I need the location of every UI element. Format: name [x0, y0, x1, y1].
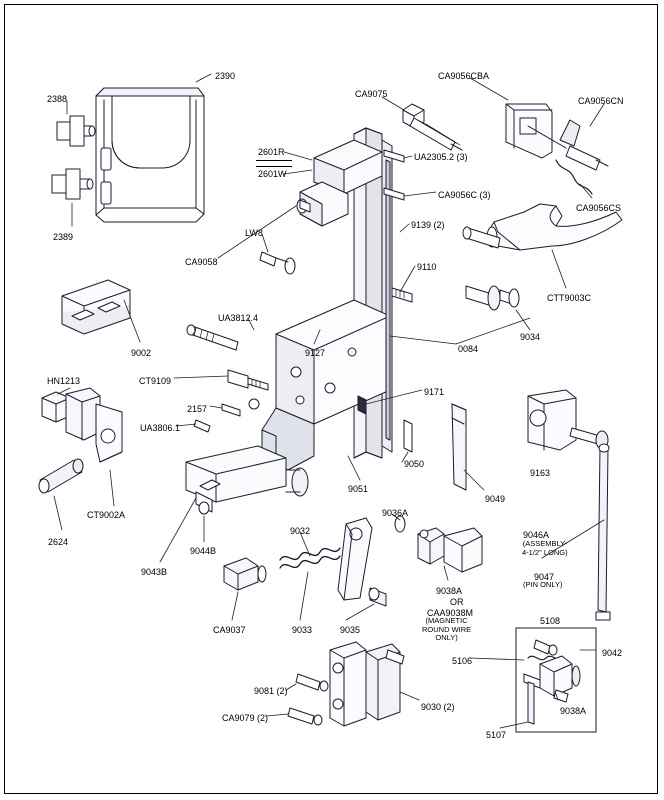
- label-9044b: 9044B: [190, 546, 217, 556]
- part-ca9075-bolt: [403, 104, 462, 150]
- label-9050: 9050: [404, 459, 425, 469]
- part-9032-link: [338, 518, 372, 600]
- label-9032: 9032: [290, 526, 311, 536]
- part-2390-cover: [96, 88, 204, 222]
- label-2601r: 2601R: [258, 147, 285, 157]
- label-or: OR: [450, 597, 464, 607]
- label-ca9058: CA9058: [185, 257, 218, 267]
- note-caa9038m-line-1: (MAGNETIC: [425, 616, 468, 625]
- label-ca9056cs: CA9056CS: [576, 203, 622, 213]
- part-ca9056cba-bracket: [506, 104, 566, 158]
- part-9035-pin: [369, 588, 386, 606]
- part-2388-fitting: [57, 116, 95, 146]
- part-2389-fitting: [52, 169, 93, 199]
- note-caa9038m: [422, 617, 471, 643]
- part-9046a-rod: [596, 444, 610, 620]
- label-ca9079: CA9079 (2): [222, 713, 269, 723]
- part-9002-clamp: [62, 280, 130, 334]
- label-2390: 2390: [215, 71, 236, 81]
- label-ct9002a: CT9002A: [87, 510, 126, 520]
- note-9046a-line-1: (ASSEMBLY-: [522, 539, 567, 548]
- part-2157-pin: [222, 399, 259, 416]
- part-ca9037-nut: [224, 558, 266, 590]
- part-9033-spring: [280, 548, 340, 568]
- part-9050-link: [404, 420, 412, 452]
- label-9042: 9042: [602, 648, 623, 658]
- part-ct9109-screw: [228, 370, 268, 390]
- part-ua3812-pin: [187, 325, 238, 350]
- label-ca9056c: CA9056C (3): [438, 190, 491, 200]
- part-9163-cylinder: [528, 390, 608, 450]
- label-9036a: 9036A: [382, 508, 409, 518]
- part-ua3806-pin: [194, 420, 210, 432]
- part-9034-roller: [466, 286, 519, 310]
- label-2388: 2388: [47, 94, 68, 104]
- label-9038a-2: 9038A: [560, 706, 587, 716]
- label-5108: 5108: [540, 616, 561, 626]
- label-hn1213: HN1213: [47, 376, 81, 386]
- label-9035: 9035: [340, 625, 361, 635]
- label-9127: 9127: [305, 348, 326, 358]
- label-9033: 9033: [292, 625, 313, 635]
- note-9047-line-1: (PIN ONLY): [523, 580, 563, 589]
- label-9139: 9139 (2): [411, 220, 445, 230]
- label-5106: 5106: [452, 656, 473, 666]
- label-lw8: LW8: [245, 228, 263, 238]
- label-ua3812-4: UA3812.4: [218, 313, 259, 323]
- label-2601-underline-bottom: [256, 166, 292, 167]
- part-9049-lever: [452, 404, 466, 490]
- label-9171: 9171: [424, 387, 445, 397]
- label-9047: 9047: [534, 572, 555, 582]
- note-caa9038m-line-3: ONLY): [435, 633, 458, 643]
- label-9051: 9051: [348, 484, 369, 494]
- label-2157: 2157: [187, 404, 208, 414]
- part-ca9079-screws: [288, 708, 322, 725]
- label-9043b: 9043B: [141, 567, 168, 577]
- label-9163: 9163: [530, 468, 551, 478]
- label-ca9056cn: CA9056CN: [578, 96, 624, 106]
- note-9047: [523, 581, 562, 590]
- label-caa9038m: CAA9038M: [427, 608, 474, 618]
- label-ca9056cba: CA9056CBA: [438, 71, 490, 81]
- label-9038a-1: 9038A: [436, 586, 463, 596]
- label-2624: 2624: [48, 537, 69, 547]
- label-0084: 0084: [458, 344, 479, 354]
- note-9046a-line-2: 4-1/2" LONG): [522, 547, 568, 557]
- label-ua3806-1: UA3806.1: [140, 423, 181, 433]
- part-ca9056cn-knob: [560, 120, 608, 170]
- label-5107: 5107: [486, 730, 507, 740]
- label-9046a: 9046A: [523, 530, 550, 540]
- part-9042-subassembly: [516, 628, 596, 732]
- label-ctt9003c: CTT9003C: [547, 293, 592, 303]
- part-lw8-washer: [260, 252, 295, 274]
- label-9049: 9049: [485, 494, 506, 504]
- part-2624-tube: [39, 459, 83, 493]
- note-9046a: [522, 540, 568, 557]
- part-9038a-magnet: [418, 528, 482, 572]
- label-2389: 2389: [53, 232, 74, 242]
- label-9030: 9030 (2): [421, 702, 455, 712]
- label-9002: 9002: [131, 348, 152, 358]
- label-ua2305-2: UA2305.2 (3): [414, 152, 468, 162]
- part-ct9002a-body: [66, 388, 122, 462]
- part-9110-pin: [392, 288, 412, 302]
- label-ct9109: CT9109: [139, 376, 172, 386]
- label-ca9075: CA9075: [355, 89, 388, 99]
- label-2601w: 2601W: [258, 169, 287, 179]
- part-9036a-washer: [395, 516, 405, 532]
- note-caa9038m-line-2: ROUND WIRE: [422, 624, 472, 634]
- label-2601-underline-top: [256, 160, 292, 161]
- label-9034: 9034: [520, 332, 541, 342]
- label-9110: 9110: [417, 262, 437, 272]
- label-ca9037: CA9037: [213, 625, 246, 635]
- label-9081: 9081 (2): [254, 686, 288, 696]
